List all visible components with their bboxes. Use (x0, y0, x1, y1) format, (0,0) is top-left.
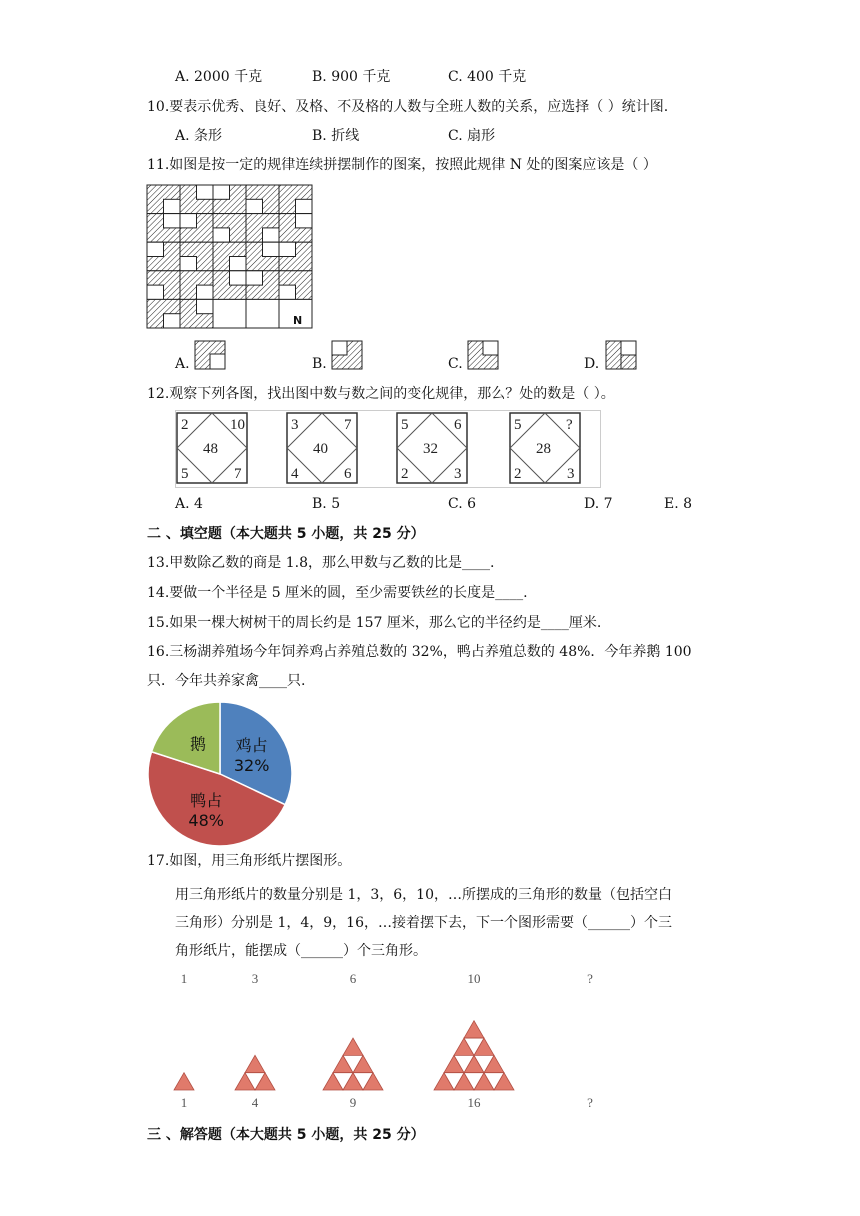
q16-pie-chart (146, 700, 294, 848)
q10-option-b: B. 折线 (312, 128, 360, 144)
q12-option-c: C. 6 (448, 496, 477, 512)
q10-option-a: A. 条形 (175, 128, 223, 144)
q11-cell-notch (230, 271, 247, 285)
q11-cell-notch (197, 299, 214, 313)
q11-cell-notch (246, 199, 263, 213)
q12-option-d: D. 7 (584, 496, 613, 512)
q12-f2-tl: 3 (291, 417, 299, 433)
q11-option-d-label: D. (584, 356, 600, 372)
q11-cell-notch (279, 242, 296, 256)
q11-option-a-shape (194, 340, 226, 370)
q11-cell-notch (246, 271, 263, 285)
triangle-count-label: 1 (180, 1095, 188, 1110)
triangle-piece (245, 1055, 265, 1072)
q11-option-b-label: B. (312, 356, 327, 372)
q16-stem-line1: 16.三杨湖养殖场今年饲养鸡占养殖总数的 32%，鸭占养殖总数的 48%．今年养鹅 100 (147, 644, 692, 660)
q12-f1-br: 7 (234, 466, 242, 482)
q11-cell-notch (263, 228, 280, 242)
triangle-count-label: 9 (349, 1095, 357, 1110)
q11-pattern-grid (146, 184, 316, 330)
q12-f3-bl: 2 (401, 466, 409, 482)
pie-category-label: 鹅 (189, 734, 207, 754)
q12-option-b: B. 5 (312, 496, 341, 512)
q12-figure-3 (396, 412, 468, 484)
piece-count-label: 3 (251, 971, 259, 986)
q11-option-a-label: A. (175, 356, 190, 372)
q11-cell-notch (147, 285, 164, 299)
q12-figure-1 (176, 412, 248, 484)
q11-cell-notch (296, 214, 313, 228)
q11-cell-notch (213, 228, 230, 242)
q14-stem: 14.要做一个半径是 5 厘米的圆，至少需要铁丝的长度是____. (147, 585, 528, 601)
q12-f1-bl: 5 (181, 466, 189, 482)
piece-count-label: 6 (349, 971, 357, 986)
q11-cell-notch (230, 257, 247, 271)
q12-f2-bl: 4 (291, 466, 299, 482)
q12-f3-tr: 6 (454, 417, 462, 433)
q9-option-a: A. 2000 千克 (175, 69, 263, 85)
q12-f1-center: 48 (203, 441, 218, 457)
q11-option-b-shape (331, 340, 363, 370)
pie-value-label: 32% (233, 755, 270, 775)
q12-f4-tr: ? (566, 417, 573, 433)
q17-stem: 17.如图，用三角形纸片摆图形。 (147, 853, 352, 869)
q9-option-c: C. 400 千克 (448, 69, 527, 85)
q12-figure-2 (286, 412, 358, 484)
q17-triangle-figures (160, 964, 620, 1114)
q11-option-c-label: C. (448, 356, 463, 372)
q9-option-b: B. 900 千克 (312, 69, 391, 85)
q11-cell-notch (296, 199, 313, 213)
q12-f3-br: 3 (454, 466, 462, 482)
pie-category-label: 鸭占 (190, 790, 223, 810)
triangle-count-label: 16 (467, 1095, 481, 1110)
piece-count-label: 1 (180, 971, 188, 986)
pie-value-label: 48% (188, 810, 224, 830)
q11-option-d-shape (605, 340, 637, 370)
q11-n-label: N (293, 314, 303, 327)
triangle-piece (464, 1021, 484, 1038)
q11-cell-notch (164, 214, 181, 228)
q16-stem-line2: 只．今年共养家禽____只. (147, 673, 306, 689)
q11-cell-notch (197, 185, 214, 199)
q15-stem: 15.如果一棵大树树干的周长约是 157 厘米，那么它的半径约是____厘米. (147, 615, 602, 631)
q11-cell-notch (164, 314, 181, 328)
q11-cell-notch (180, 257, 197, 271)
q12-f4-tl: 5 (514, 417, 522, 433)
q12-figure-4 (509, 412, 581, 484)
q12-stem: 12.观察下列各图，找出图中数与数之间的变化规律，那么？处的数是（ ）。 (147, 386, 615, 402)
q11-empty-cell (213, 299, 246, 328)
q11-cell-notch (147, 242, 164, 256)
q17-line3: 角形纸片，能摆成（______）个三角形。 (175, 943, 427, 959)
q12-f2-tr: 7 (344, 417, 352, 433)
q12-f4-bl: 2 (514, 466, 522, 482)
triangle-count-label: ? (587, 1095, 593, 1110)
section-3-heading: 三 、解答题（本大题共 5 小题，共 25 分） (147, 1127, 425, 1143)
q11-stem: 11.如图是按一定的规律连续拼摆制作的图案，按照此规律 N 处的图案应该是（ ） (147, 157, 657, 173)
q13-stem: 13.甲数除乙数的商是 1.8，那么甲数与乙数的比是____. (147, 555, 495, 571)
q12-option-e: E. 8 (664, 496, 693, 512)
q11-cell-notch (180, 214, 197, 228)
q10-option-c: C. 扇形 (448, 128, 496, 144)
triangle-piece (174, 1073, 194, 1090)
q12-f2-br: 6 (344, 466, 352, 482)
q17-line1: 用三角形纸片的数量分别是 1，3，6，10，…所摆成的三角形的数量（包括空白 (175, 887, 672, 903)
triangle-piece (343, 1038, 363, 1055)
q12-f4-center: 28 (536, 441, 551, 457)
pie-category-label: 鸡占 (235, 735, 268, 755)
q11-cell-notch (213, 185, 230, 199)
q11-cell-notch (279, 285, 296, 299)
q11-cell-notch (263, 242, 280, 256)
q11-empty-cell (246, 299, 279, 328)
q17-line2: 三角形）分别是 1，4，9，16，…接着摆下去，下一个图形需要（______）个三 (175, 915, 672, 931)
piece-count-label: 10 (467, 971, 481, 986)
q12-f1-tr: 10 (230, 417, 245, 433)
q11-cell-notch (164, 199, 181, 213)
q12-f4-br: 3 (567, 466, 575, 482)
q12-option-a: A. 4 (175, 496, 203, 512)
q11-cell-notch (197, 285, 214, 299)
q10-stem: 10.要表示优秀、良好、及格、不及格的人数与全班人数的关系，应选择（ ）统计图. (147, 99, 669, 115)
q12-f3-tl: 5 (401, 417, 409, 433)
section-2-heading: 二 、填空题（本大题共 5 小题，共 25 分） (147, 526, 425, 542)
piece-count-label: ? (587, 971, 593, 986)
q12-f1-tl: 2 (181, 417, 189, 433)
q12-f2-center: 40 (313, 441, 328, 457)
q11-option-c-shape (467, 340, 499, 370)
q12-f3-center: 32 (423, 441, 438, 457)
triangle-count-label: 4 (251, 1095, 259, 1110)
